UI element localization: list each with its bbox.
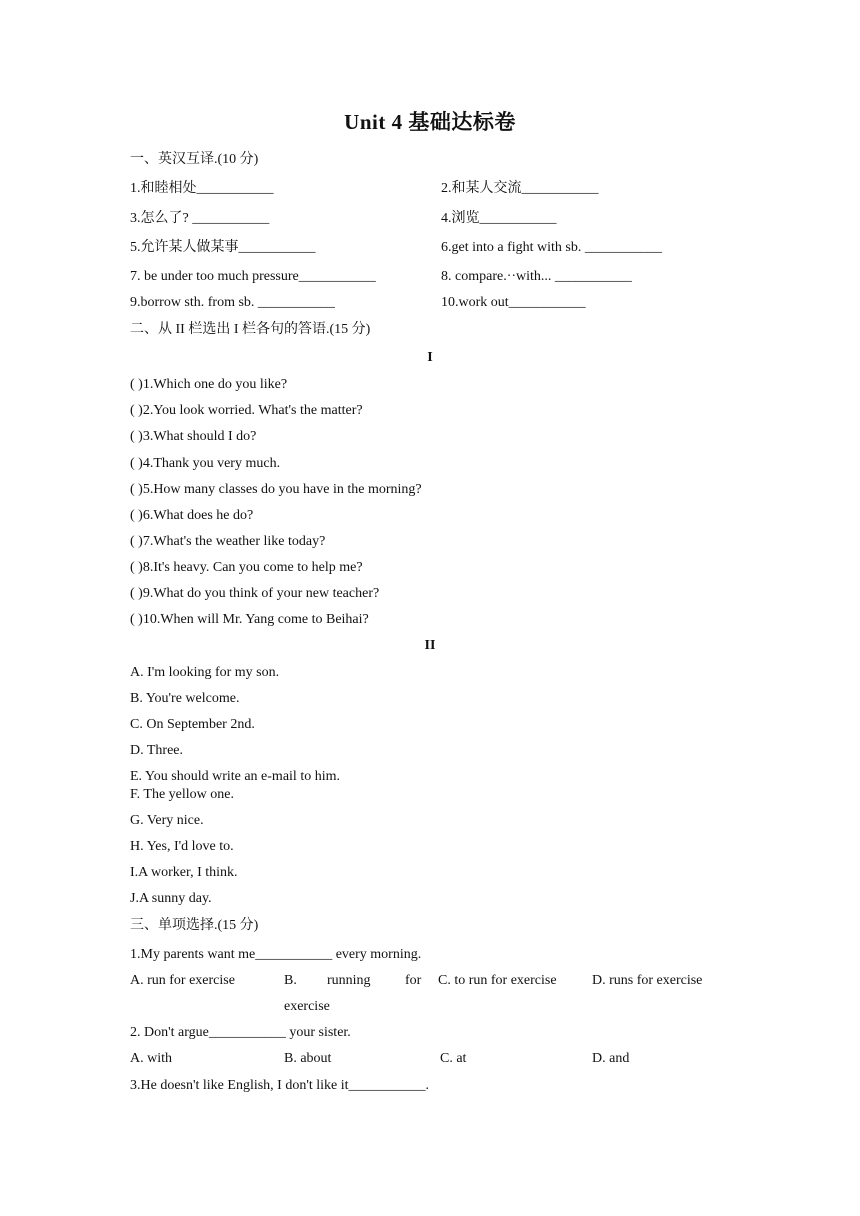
section1-item: 2.和某人交流___________: [441, 181, 599, 196]
column-ii-item: C. On September 2nd.: [130, 717, 255, 732]
column-ii-item: H. Yes, I'd love to.: [130, 839, 234, 854]
column-i-item: ( )4.Thank you very much.: [130, 456, 281, 471]
column-ii-item: F. The yellow one.: [130, 787, 234, 802]
column-i-label: I: [427, 350, 433, 365]
section1-item: 4.浏览___________: [441, 211, 557, 226]
page-title: Unit 4 基础达标卷: [344, 110, 516, 134]
q1-option-b-part: B.: [284, 973, 297, 988]
section1-item: 6.get into a fight with sb. ___________: [441, 240, 662, 255]
column-ii-item: E. You should write an e-mail to him.: [130, 769, 340, 784]
column-i-item: ( )2.You look worried. What's the matter?: [130, 403, 363, 418]
question-1-stem: 1.My parents want me___________ every morning.: [130, 947, 422, 962]
section1-item: 7. be under too much pressure___________: [130, 269, 376, 284]
column-i-item: ( )6.What does he do?: [130, 508, 254, 523]
section1-item: 9.borrow sth. from sb. ___________: [130, 295, 335, 310]
column-i-item: ( )1.Which one do you like?: [130, 377, 288, 392]
question-3-stem: 3.He doesn't like English, I don't like it___________.: [130, 1078, 430, 1093]
q2-option-c: C. at: [440, 1051, 467, 1066]
section1-heading: 一、英汉互译.(10 分): [130, 152, 259, 167]
column-ii-item: G. Very nice.: [130, 813, 204, 828]
q1-option-a: A. run for exercise: [130, 973, 235, 988]
column-ii-item: A. I'm looking for my son.: [130, 665, 280, 680]
column-i-item: ( )9.What do you think of your new teacher?: [130, 586, 380, 601]
column-ii-item: D. Three.: [130, 743, 183, 758]
column-ii-item: J.A sunny day.: [130, 891, 212, 906]
section1-item: 1.和睦相处___________: [130, 181, 274, 196]
q1-option-c: C. to run for exercise: [438, 973, 557, 988]
column-i-item: ( )5.How many classes do you have in the morning?: [130, 482, 422, 497]
q1-option-b-part: for: [405, 973, 422, 988]
q1-option-b-part: running: [327, 973, 371, 988]
q2-option-b: B. about: [284, 1051, 332, 1066]
section1-item: 8. compare.··with... ___________: [441, 269, 632, 284]
section3-heading: 三、单项选择.(15 分): [130, 918, 259, 933]
section1-item: 10.work out___________: [441, 295, 586, 310]
column-i-item: ( )10.When will Mr. Yang come to Beihai?: [130, 612, 369, 627]
q2-option-d: D. and: [592, 1051, 630, 1066]
column-ii-item: B. You're welcome.: [130, 691, 240, 706]
question-2-stem: 2. Don't argue___________ your sister.: [130, 1025, 351, 1040]
column-ii-label: II: [424, 638, 436, 653]
section1-item: 3.怎么了? ___________: [130, 211, 270, 226]
section1-item: 5.允许某人做某事___________: [130, 240, 316, 255]
column-i-item: ( )7.What's the weather like today?: [130, 534, 326, 549]
column-ii-item: I.A worker, I think.: [130, 865, 238, 880]
q2-option-a: A. with: [130, 1051, 172, 1066]
q1-option-d: D. runs for exercise: [592, 973, 703, 988]
column-i-item: ( )3.What should I do?: [130, 429, 257, 444]
q1-option-b-part: exercise: [284, 999, 330, 1014]
section2-heading: 二、从 II 栏选出 I 栏各句的答语.(15 分): [130, 322, 371, 337]
column-i-item: ( )8.It's heavy. Can you come to help me?: [130, 560, 363, 575]
